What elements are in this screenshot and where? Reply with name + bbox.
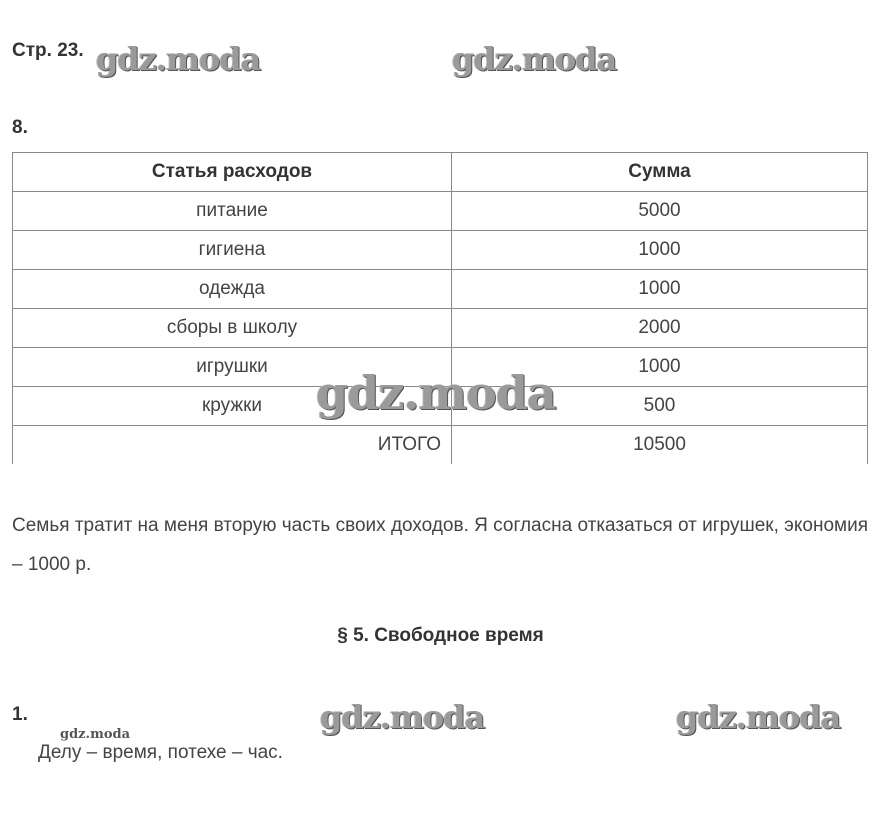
amount-cell: 5000: [452, 192, 868, 231]
amount-cell: 500: [452, 387, 868, 426]
watermark-logo: gdz.moda: [96, 40, 261, 78]
page-reference: Стр. 23.: [12, 40, 84, 61]
table-total-row: [13, 426, 868, 465]
task-number: 1.: [12, 704, 28, 725]
watermark-logo: gdz.moda: [452, 40, 617, 78]
table-header-row: [13, 153, 868, 192]
task-number: 8.: [12, 117, 28, 138]
total-amount-cell: 10500: [452, 426, 868, 465]
proverb-text: Делу – время, потехе – час.: [38, 742, 283, 763]
expense-item-cell: сборы в школу: [13, 309, 452, 348]
expense-item-cell: гигиена: [13, 231, 452, 270]
watermark-logo: gdz.moda: [60, 727, 131, 742]
total-label-cell: ИТОГО: [13, 426, 452, 465]
table-row: [13, 192, 868, 231]
table-row: [13, 309, 868, 348]
expense-item-cell: кружки: [13, 387, 452, 426]
table-row: [13, 231, 868, 270]
table-row: [13, 270, 868, 309]
amount-cell: 1000: [452, 270, 868, 309]
watermark-logo: gdz.moda: [320, 698, 485, 736]
section-heading: § 5. Свободное время: [337, 625, 544, 646]
watermark-logo: gdz.moda: [676, 698, 841, 736]
column-header-amount: Сумма: [452, 153, 868, 192]
amount-cell: 2000: [452, 309, 868, 348]
expense-item-cell: одежда: [13, 270, 452, 309]
amount-cell: 1000: [452, 348, 868, 387]
expense-item-cell: игрушки: [13, 348, 452, 387]
answer-paragraph: Семья тратит на меня вторую часть своих доходов. Я согласна отказаться от игрушек, экономия – 1000 р.: [12, 515, 868, 575]
watermark-logo: gdz.moda: [316, 366, 556, 420]
amount-cell: 1000: [452, 231, 868, 270]
expense-item-cell: питание: [13, 192, 452, 231]
column-header-expense-item: Статья расходов: [13, 153, 452, 192]
